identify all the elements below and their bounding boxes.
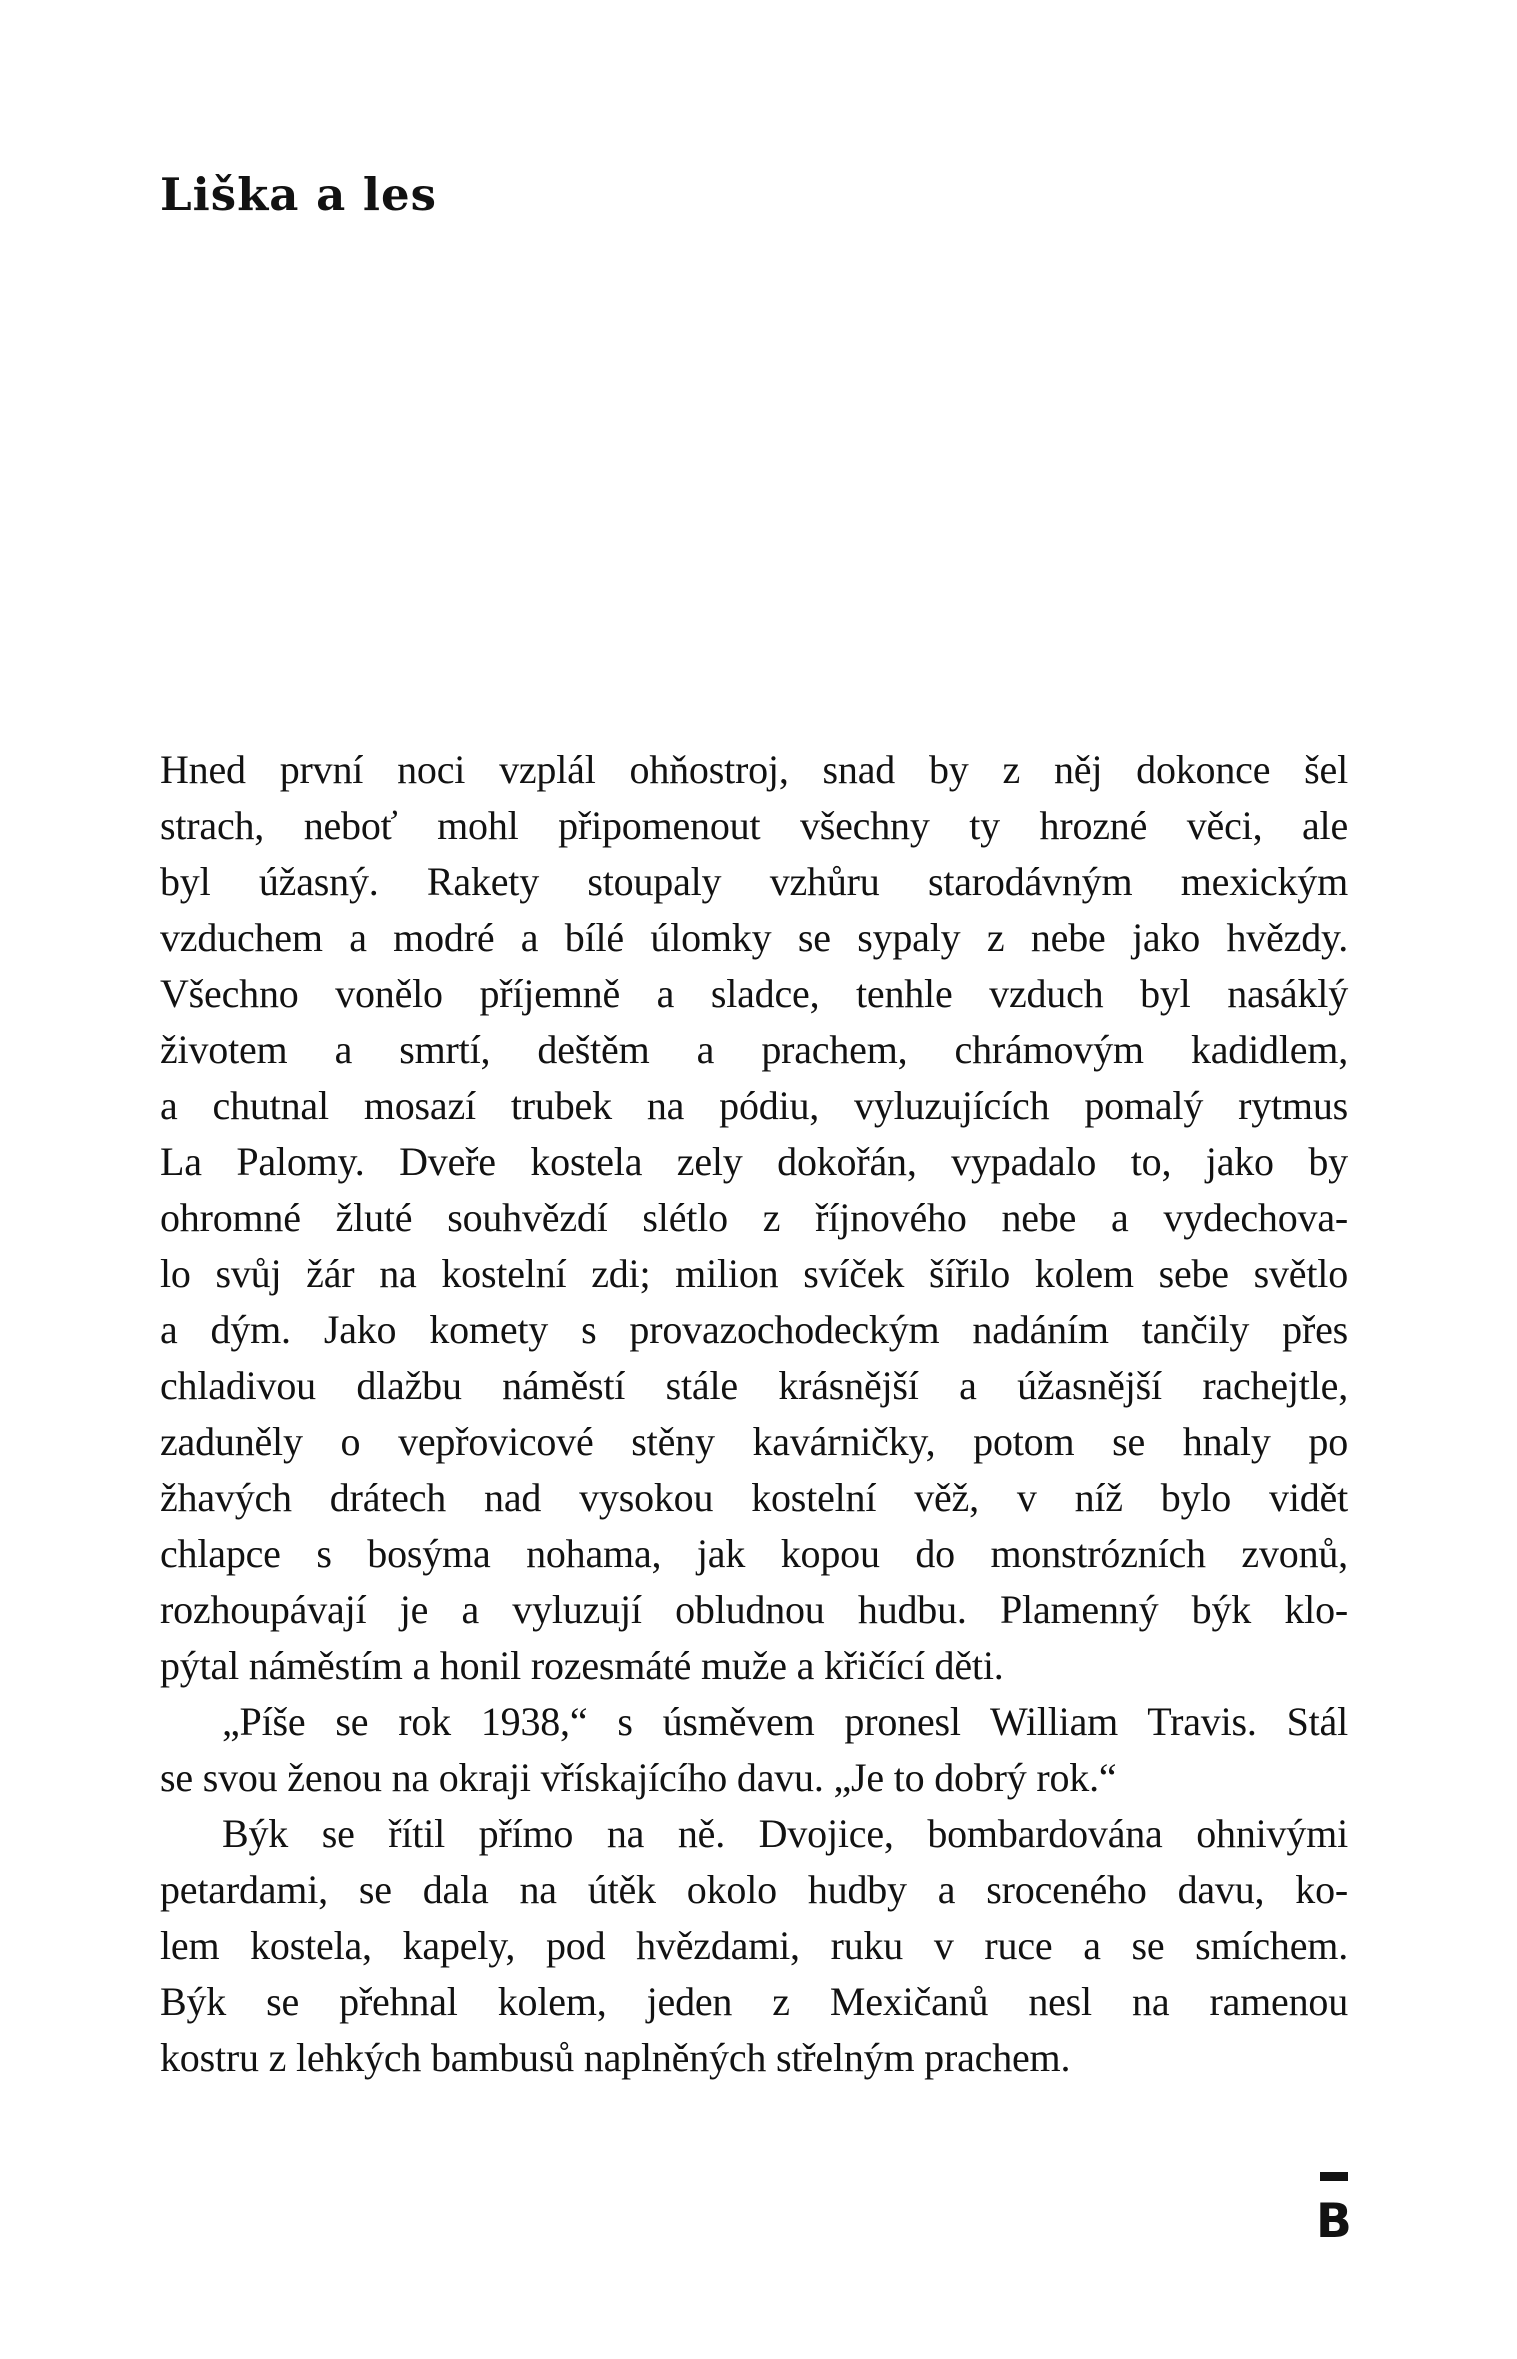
publisher-mark xyxy=(1316,2172,1352,2249)
text-line: rozhoupávají je a vyluzují obludnou hudbu. Plamenný býk klo- xyxy=(160,1587,1348,1632)
text-line: chlapce s bosýma nohama, jak kopou do monstrózních zvonů, xyxy=(160,1531,1348,1576)
text-line: Býk se přehnal kolem, jeden z Mexičanů nesl na ramenou xyxy=(160,1979,1348,2024)
text-line: zaduněly o vepřovicové stěny kavárničky, potom se hnaly po xyxy=(160,1419,1348,1464)
publisher-mark-letter: B xyxy=(1316,2194,1352,2249)
text-line: se svou ženou na okraji vřískajícího davu. „Je to dobrý rok.“ xyxy=(160,1755,1117,1800)
text-line: lo svůj žár na kostelní zdi; milion svíček šířilo kolem sebe světlo xyxy=(160,1251,1348,1296)
text-line: chladivou dlažbu náměstí stále krásnější a úžasnější rachejtle, xyxy=(160,1363,1348,1408)
text-line: La Palomy. Dveře kostela zely dokořán, vypadalo to, jako by xyxy=(160,1139,1348,1184)
text-line: strach, neboť mohl připomenout všechny ty hrozné věci, ale xyxy=(160,803,1348,848)
text-line: Hned první noci vzplál ohňostroj, snad by z něj dokonce šel xyxy=(160,747,1348,792)
text-line: životem a smrtí, deštěm a prachem, chrámovým kadidlem, xyxy=(160,1027,1348,1072)
publisher-mark-bar xyxy=(1320,2172,1348,2181)
text-line: kostru z lehkých bambusů naplněných střelným prachem. xyxy=(160,2035,1071,2080)
text-line: a chutnal mosazí trubek na pódiu, vyluzujících pomalý rytmus xyxy=(160,1083,1348,1128)
text-line: žhavých drátech nad vysokou kostelní věž, v níž bylo vidět xyxy=(160,1475,1348,1520)
text-line: Všechno vonělo příjemně a sladce, tenhle vzduch byl nasáklý xyxy=(160,971,1348,1016)
text-line: a dým. Jako komety s provazochodeckým nadáním tančily přes xyxy=(160,1307,1348,1352)
text-line: vzduchem a modré a bílé úlomky se sypaly z nebe jako hvězdy. xyxy=(160,915,1348,960)
text-block xyxy=(160,742,1348,2086)
text-line: „Píše se rok 1938,“ s úsměvem pronesl William Travis. Stál xyxy=(222,1699,1348,1744)
text-line: petardami, se dala na útěk okolo hudby a sroceného davu, ko- xyxy=(160,1867,1348,1912)
page-heading: Liška a les xyxy=(160,168,437,221)
text-line: lem kostela, kapely, pod hvězdami, ruku v ruce a se smíchem. xyxy=(160,1923,1348,1968)
text-line: byl úžasný. Rakety stoupaly vzhůru starodávným mexickým xyxy=(160,859,1348,904)
text-line: ohromné žluté souhvězdí slétlo z říjnového nebe a vydechova- xyxy=(160,1195,1348,1240)
text-line: Býk se řítil přímo na ně. Dvojice, bombardována ohnivými xyxy=(222,1811,1348,1856)
text-line: pýtal náměstím a honil rozesmáté muže a křičící děti. xyxy=(160,1643,1004,1688)
